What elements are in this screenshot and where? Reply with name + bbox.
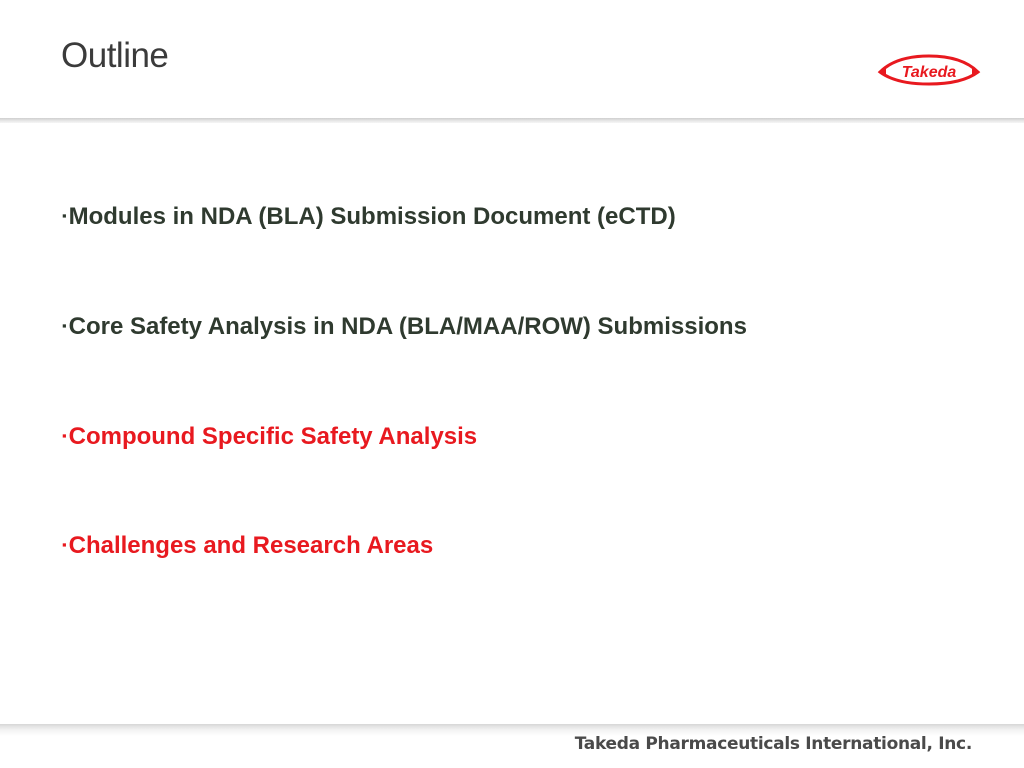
header-divider (0, 118, 1024, 123)
outline-item-text: Challenges and Research Areas (68, 532, 434, 559)
outline-item (62, 423, 477, 451)
outline-item-text: Core Safety Analysis in NDA (BLA/MAA/ROW) Submissions (68, 313, 747, 340)
bullet-marker: ▪ (62, 428, 67, 443)
outline-item-text: Compound Specific Safety Analysis (68, 423, 478, 450)
outline-item (62, 532, 433, 560)
bullet-marker: ▪ (62, 537, 67, 552)
footer-company-name: Takeda Pharmaceuticals International, Inc. (574, 734, 972, 754)
outline-item-text: Modules in NDA (BLA) Submission Document (eCTD) (68, 203, 676, 230)
slide-title: Outline (61, 36, 169, 75)
bullet-marker: ▪ (62, 318, 67, 333)
bullet-marker: ▪ (62, 208, 67, 223)
outline-item (62, 203, 676, 231)
logo-text: Takeda (901, 64, 957, 81)
takeda-logo (876, 50, 982, 90)
slide-header (0, 0, 1024, 118)
outline-item (62, 313, 747, 341)
